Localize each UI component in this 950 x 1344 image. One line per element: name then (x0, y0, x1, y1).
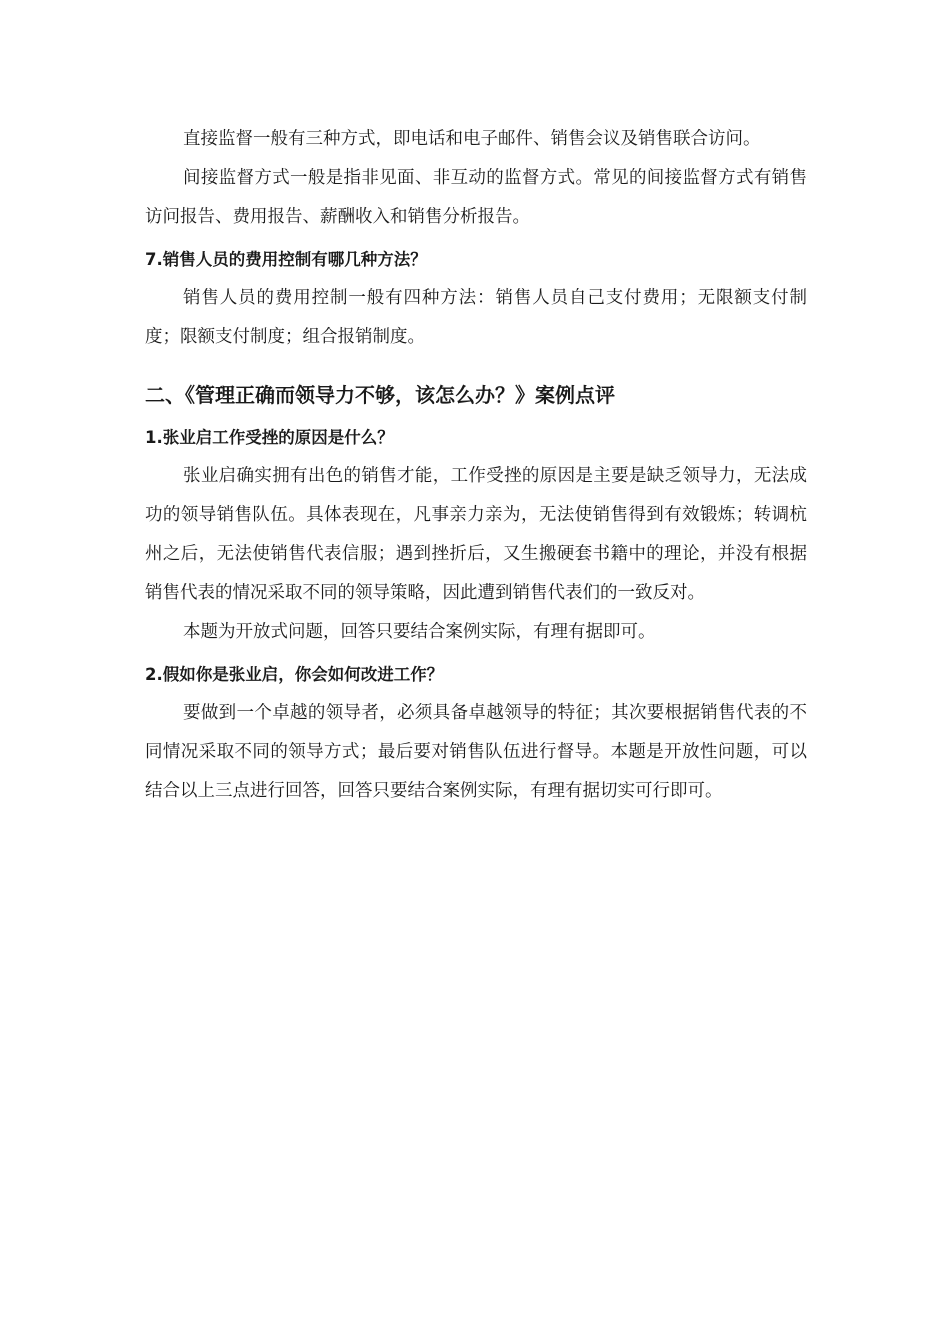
question-1-note: 本题为开放式问题，回答只要结合案例实际，有理有据即可。 (183, 622, 656, 642)
paragraph-direct-supervision: 直接监督一般有三种方式，即电话和电子邮件、销售会议及销售联合访问。 (183, 129, 761, 149)
section-2-heading: 二、《管理正确而领导力不够，该怎么办？》案例点评 (145, 383, 615, 407)
paragraph-indirect-supervision: 间接监督方式一般是指非见面、非互动的监督方式。常见的间接监督方式有销售访问报告、费用报告、薪酬收入和销售分析报告。 (145, 168, 807, 227)
document-page (145, 120, 807, 811)
question-1-title: 1.张业启工作受挫的原因是什么？ (145, 428, 394, 447)
question-7-answer: 销售人员的费用控制一般有四种方法：销售人员自己支付费用；无限额支付制度；限额支付制度；组合报销制度。 (145, 288, 807, 347)
question-1-answer: 张业启确实拥有出色的销售才能，工作受挫的原因是主要是缺乏领导力，无法成功的领导销售队伍。具体表现在，凡事亲力亲为，无法使销售得到有效锻炼；转调杭州之后，无法使销售代表信服；遇到挫折后，又生搬硬套书籍中的理论，并没有根据销售代表的情况采取不同的领导策略，因此遭到销售代表们的一致反对。 (145, 466, 807, 603)
question-7-title: 7.销售人员的费用控制有哪几种方法？ (145, 250, 427, 269)
question-2-answer: 要做到一个卓越的领导者，必须具备卓越领导的特征；其次要根据销售代表的不同情况采取不同的领导方式；最后要对销售队伍进行督导。本题是开放性问题，可以结合以上三点进行回答，回答只要结合案例实际，有理有据切实可行即可。 (145, 703, 807, 801)
question-2-title: 2.假如你是张业启，你会如何改进工作？ (145, 665, 444, 684)
